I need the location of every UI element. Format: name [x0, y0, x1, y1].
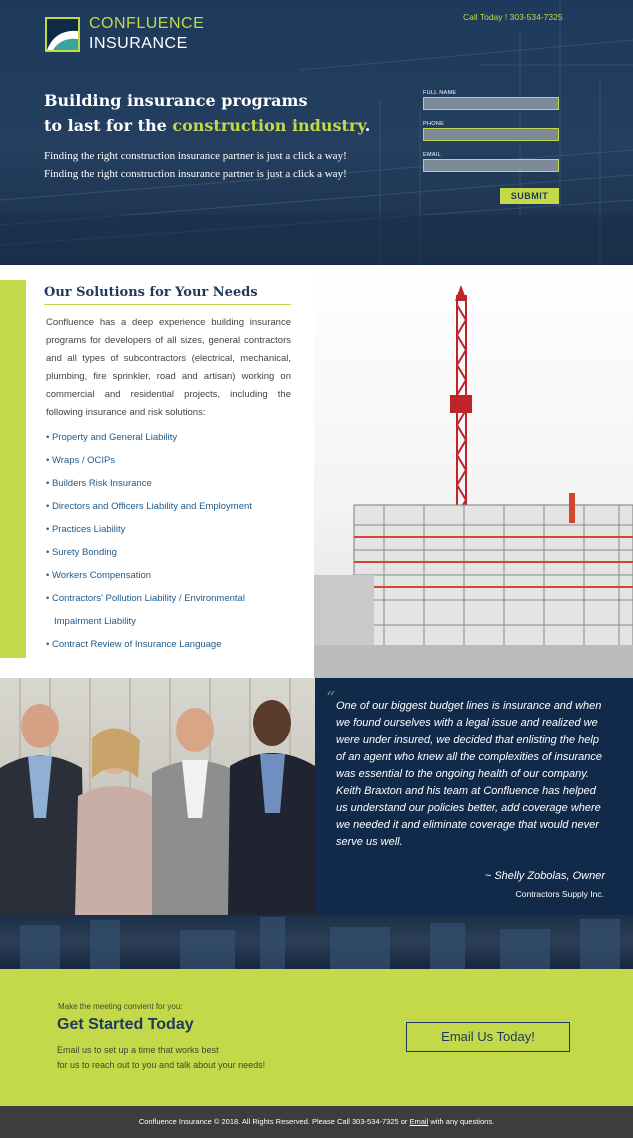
- cta-subheading: Make the meeting convient for you:: [58, 1002, 183, 1011]
- submit-button[interactable]: SUBMIT: [500, 188, 559, 204]
- list-item: • Builders Risk Insurance: [46, 478, 152, 489]
- cta-body: [57, 1043, 317, 1073]
- accent-bar: [0, 280, 26, 658]
- email-input[interactable]: [423, 159, 559, 172]
- list-item: • Contract Review of Insurance Language: [46, 639, 222, 650]
- list-item: • Directors and Officers Liability and Employment: [46, 501, 252, 512]
- email-us-button[interactable]: Email Us Today!: [406, 1022, 570, 1052]
- cta-body-line2: for us to reach out to you and talk about your needs!: [57, 1060, 266, 1070]
- footer: [0, 1106, 633, 1138]
- solutions-intro: Confluence has a deep experience building insurance programs for developers of all sizes, general contractors and all types of subcontractors (electrical, mechanical, plumbing, fire sprinkler, road and artisan) working on commercial and residential projects, including the following insurance and risk solutions:: [46, 317, 291, 418]
- list-item: • Surety Bonding: [46, 547, 117, 558]
- list-item: • Wraps / OCIPs: [46, 455, 116, 466]
- list-item: • Property and General Liability: [46, 432, 178, 443]
- solutions-title: Our Solutions for Your Needs: [44, 285, 291, 305]
- quote-mark-icon: “: [326, 688, 336, 709]
- list-item: • Contractors' Pollution Liability / Environmental: [46, 593, 245, 604]
- list-item: • Workers Compensation: [46, 570, 152, 581]
- email-label: EMAIL: [423, 152, 442, 158]
- list-item: • Practices Liability: [46, 524, 126, 535]
- hero-section: [0, 0, 633, 265]
- hero-title-line1: Building insurance programs: [44, 91, 308, 110]
- phone-input[interactable]: [423, 128, 559, 141]
- contact-form: [423, 90, 559, 183]
- solutions-list: [46, 426, 306, 656]
- full-name-label: FULL NAME: [423, 90, 457, 96]
- hero-body: Finding the right construction insurance partner is just a click a way! Finding the right construction insurance partner is just a click a way!: [44, 150, 347, 180]
- hero-title-prefix: to last for the: [44, 116, 173, 135]
- testimonial-author: ~ Shelly Zobolas, Owner: [484, 870, 605, 882]
- hero-title: [44, 88, 374, 138]
- footer-text-before: Confluence Insurance © 2018. All Rights Reserved. Please Call 303-534-7325 or: [138, 1117, 410, 1126]
- footer-text-after: with any questions.: [428, 1117, 495, 1126]
- cta-title: Get Started Today: [57, 1016, 194, 1033]
- team-photo: [0, 678, 315, 915]
- full-name-input[interactable]: [423, 97, 559, 110]
- logo-mark-icon: [45, 17, 80, 52]
- call-today-phone[interactable]: Call Today ! 303-534-7325: [463, 12, 563, 22]
- list-item: [46, 610, 306, 633]
- city-strip-image: [0, 915, 633, 969]
- logo-name-line2: INSURANCE: [89, 35, 188, 52]
- logo-name-line1: CONFLUENCE: [89, 15, 205, 32]
- hero-title-highlight: construction industry: [172, 116, 365, 135]
- phone-label: PHONE: [423, 121, 445, 127]
- list-item-continuation: Impairment Liability: [54, 616, 136, 627]
- testimonial-company: Contractors Supply Inc.: [515, 889, 604, 899]
- construction-crane-image: [314, 265, 633, 678]
- footer-email-link[interactable]: Email: [409, 1117, 429, 1126]
- logo[interactable]: [45, 14, 204, 54]
- testimonial-quote: One of our biggest budget lines is insurance and when we found ourselves with a legal issue and realized we were under insured, we decided that enlisting the help of an agent who knew all the complexities of insurance was essential to the ongoing health of our company. Keith Braxton and his team at Confluence has helped us understand our policies better, add coverage where we needed it and eliminate coverage that would never serve us well.: [336, 700, 602, 848]
- hero-title-suffix: .: [364, 116, 371, 135]
- cta-body-line1: Email us to set up a time that works best: [57, 1045, 219, 1055]
